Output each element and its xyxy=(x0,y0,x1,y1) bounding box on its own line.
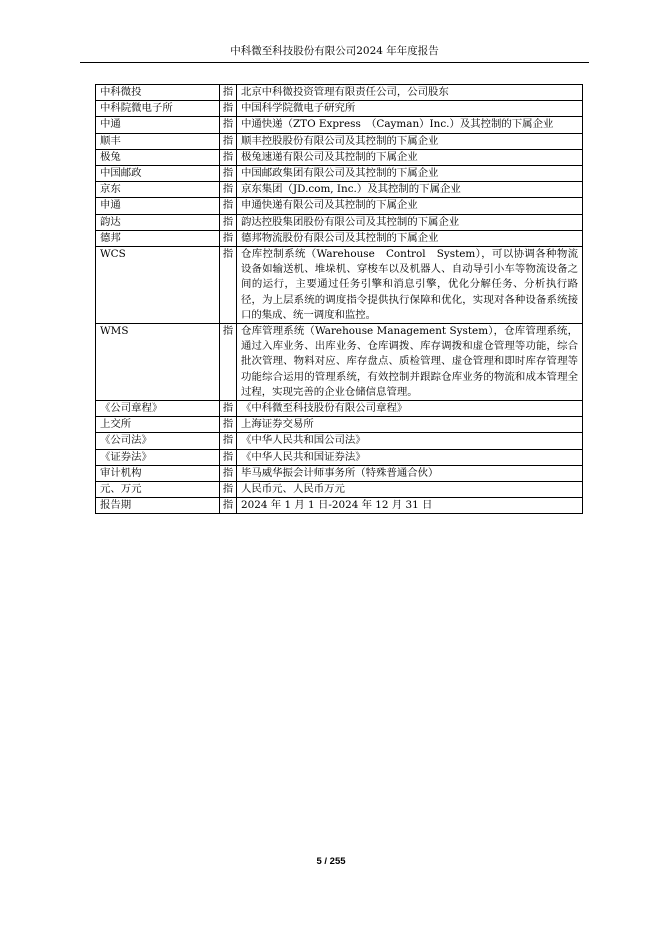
definition-term: 德邦 xyxy=(96,230,220,246)
definition-row xyxy=(96,324,583,401)
definition-term: 顺丰 xyxy=(96,133,220,149)
definition-text: 中通快递（ZTO Express （Cayman）Inc.）及其控制的下属企业 xyxy=(237,117,583,133)
definition-relation: 指 xyxy=(220,101,237,117)
definition-relation: 指 xyxy=(220,85,237,101)
definition-relation: 指 xyxy=(220,133,237,149)
definition-text: 韵达控股集团股份有限公司及其控制的下属企业 xyxy=(237,214,583,230)
definition-text: 中国科学院微电子研究所 xyxy=(237,101,583,117)
definition-text: 申通快递有限公司及其控制的下属企业 xyxy=(237,198,583,214)
page-number: 5 / 255 xyxy=(316,856,346,867)
definition-text: 《中华人民共和国公司法》 xyxy=(237,433,583,449)
definition-row xyxy=(96,198,583,214)
definition-term: 中国邮政 xyxy=(96,166,220,182)
definition-text: 《中华人民共和国证券法》 xyxy=(237,449,583,465)
definition-row xyxy=(96,449,583,465)
definition-row xyxy=(96,401,583,417)
definition-relation: 指 xyxy=(220,182,237,198)
definition-text: 极兔速递有限公司及其控制的下属企业 xyxy=(237,149,583,165)
definition-relation: 指 xyxy=(220,117,237,133)
definition-row xyxy=(96,133,583,149)
definition-term: 《证券法》 xyxy=(96,449,220,465)
definition-relation: 指 xyxy=(220,417,237,433)
definition-relation: 指 xyxy=(220,433,237,449)
definition-term: 中通 xyxy=(96,117,220,133)
definitions-table-body xyxy=(96,85,583,514)
definition-term: 中科院微电子所 xyxy=(96,101,220,117)
definition-text: 毕马威华振会计师事务所（特殊普通合伙） xyxy=(237,465,583,481)
definition-row xyxy=(96,230,583,246)
definition-text: 仓库控制系统（Warehouse Control System），可以协调各种物流设备如输送机、堆垛机、穿梭车以及机器人、自动导引小车等物流设备之间的运行，主要通过任务引擎和消息引擎，优化分解任务、分析执行路径，为上层系统的调度指令提供执行保障和优化，实现对各种设备系统接口的集成、统一调度和监控。 xyxy=(237,247,583,324)
definition-relation: 指 xyxy=(220,166,237,182)
definition-row xyxy=(96,166,583,182)
definition-text: 京东集团（JD.com, Inc.）及其控制的下属企业 xyxy=(237,182,583,198)
definition-relation: 指 xyxy=(220,198,237,214)
definition-term: 京东 xyxy=(96,182,220,198)
definition-relation: 指 xyxy=(220,247,237,324)
header-divider xyxy=(80,62,589,63)
definition-row xyxy=(96,417,583,433)
definition-row xyxy=(96,247,583,324)
definition-row xyxy=(96,117,583,133)
definition-term: 上交所 xyxy=(96,417,220,433)
definition-row xyxy=(96,149,583,165)
definition-term: 韵达 xyxy=(96,214,220,230)
definition-row xyxy=(96,214,583,230)
definition-relation: 指 xyxy=(220,214,237,230)
definition-term: 《公司章程》 xyxy=(96,401,220,417)
definition-row xyxy=(96,101,583,117)
definition-relation: 指 xyxy=(220,401,237,417)
page-header-title: 中科微至科技股份有限公司2024 年年度报告 xyxy=(230,45,439,57)
definition-term: WCS xyxy=(96,247,220,324)
definition-relation: 指 xyxy=(220,498,237,514)
definition-text: 中国邮政集团有限公司及其控制的下属企业 xyxy=(237,166,583,182)
definition-term: 中科微投 xyxy=(96,85,220,101)
definition-text: 仓库管理系统（Warehouse Management System），仓库管理系统，通过入库业务、出库业务、仓库调拨、库存调拨和虚仓管理等功能，综合批次管理、物料对应、库存盘点、质检管理、虚仓管理和即时库存管理等功能综合运用的管理系统，有效控制并跟踪仓库业务的物流和成本管理全过程，实现完善的企业仓储信息管理。 xyxy=(237,324,583,401)
definition-row xyxy=(96,182,583,198)
definition-term: 审计机构 xyxy=(96,465,220,481)
definition-relation: 指 xyxy=(220,465,237,481)
definition-text: 《中科微至科技股份有限公司章程》 xyxy=(237,401,583,417)
definition-term: 《公司法》 xyxy=(96,433,220,449)
definition-relation: 指 xyxy=(220,230,237,246)
definition-term: 元、万元 xyxy=(96,482,220,498)
definition-row xyxy=(96,482,583,498)
definition-term: WMS xyxy=(96,324,220,401)
definition-text: 2024 年 1 月 1 日-2024 年 12 月 31 日 xyxy=(237,498,583,514)
definition-term: 报告期 xyxy=(96,498,220,514)
definition-text: 北京中科微投资管理有限责任公司，公司股东 xyxy=(237,85,583,101)
definitions-table xyxy=(95,84,583,514)
definition-relation: 指 xyxy=(220,324,237,401)
definition-text: 顺丰控股股份有限公司及其控制的下属企业 xyxy=(237,133,583,149)
definition-row xyxy=(96,85,583,101)
definition-text: 上海证券交易所 xyxy=(237,417,583,433)
definition-text: 人民币元、人民币万元 xyxy=(237,482,583,498)
definition-relation: 指 xyxy=(220,482,237,498)
definition-term: 极兔 xyxy=(96,149,220,165)
definition-row xyxy=(96,433,583,449)
definition-relation: 指 xyxy=(220,449,237,465)
definition-relation: 指 xyxy=(220,149,237,165)
definition-row xyxy=(96,498,583,514)
definition-term: 申通 xyxy=(96,198,220,214)
definition-row xyxy=(96,465,583,481)
definition-text: 德邦物流股份有限公司及其控制的下属企业 xyxy=(237,230,583,246)
